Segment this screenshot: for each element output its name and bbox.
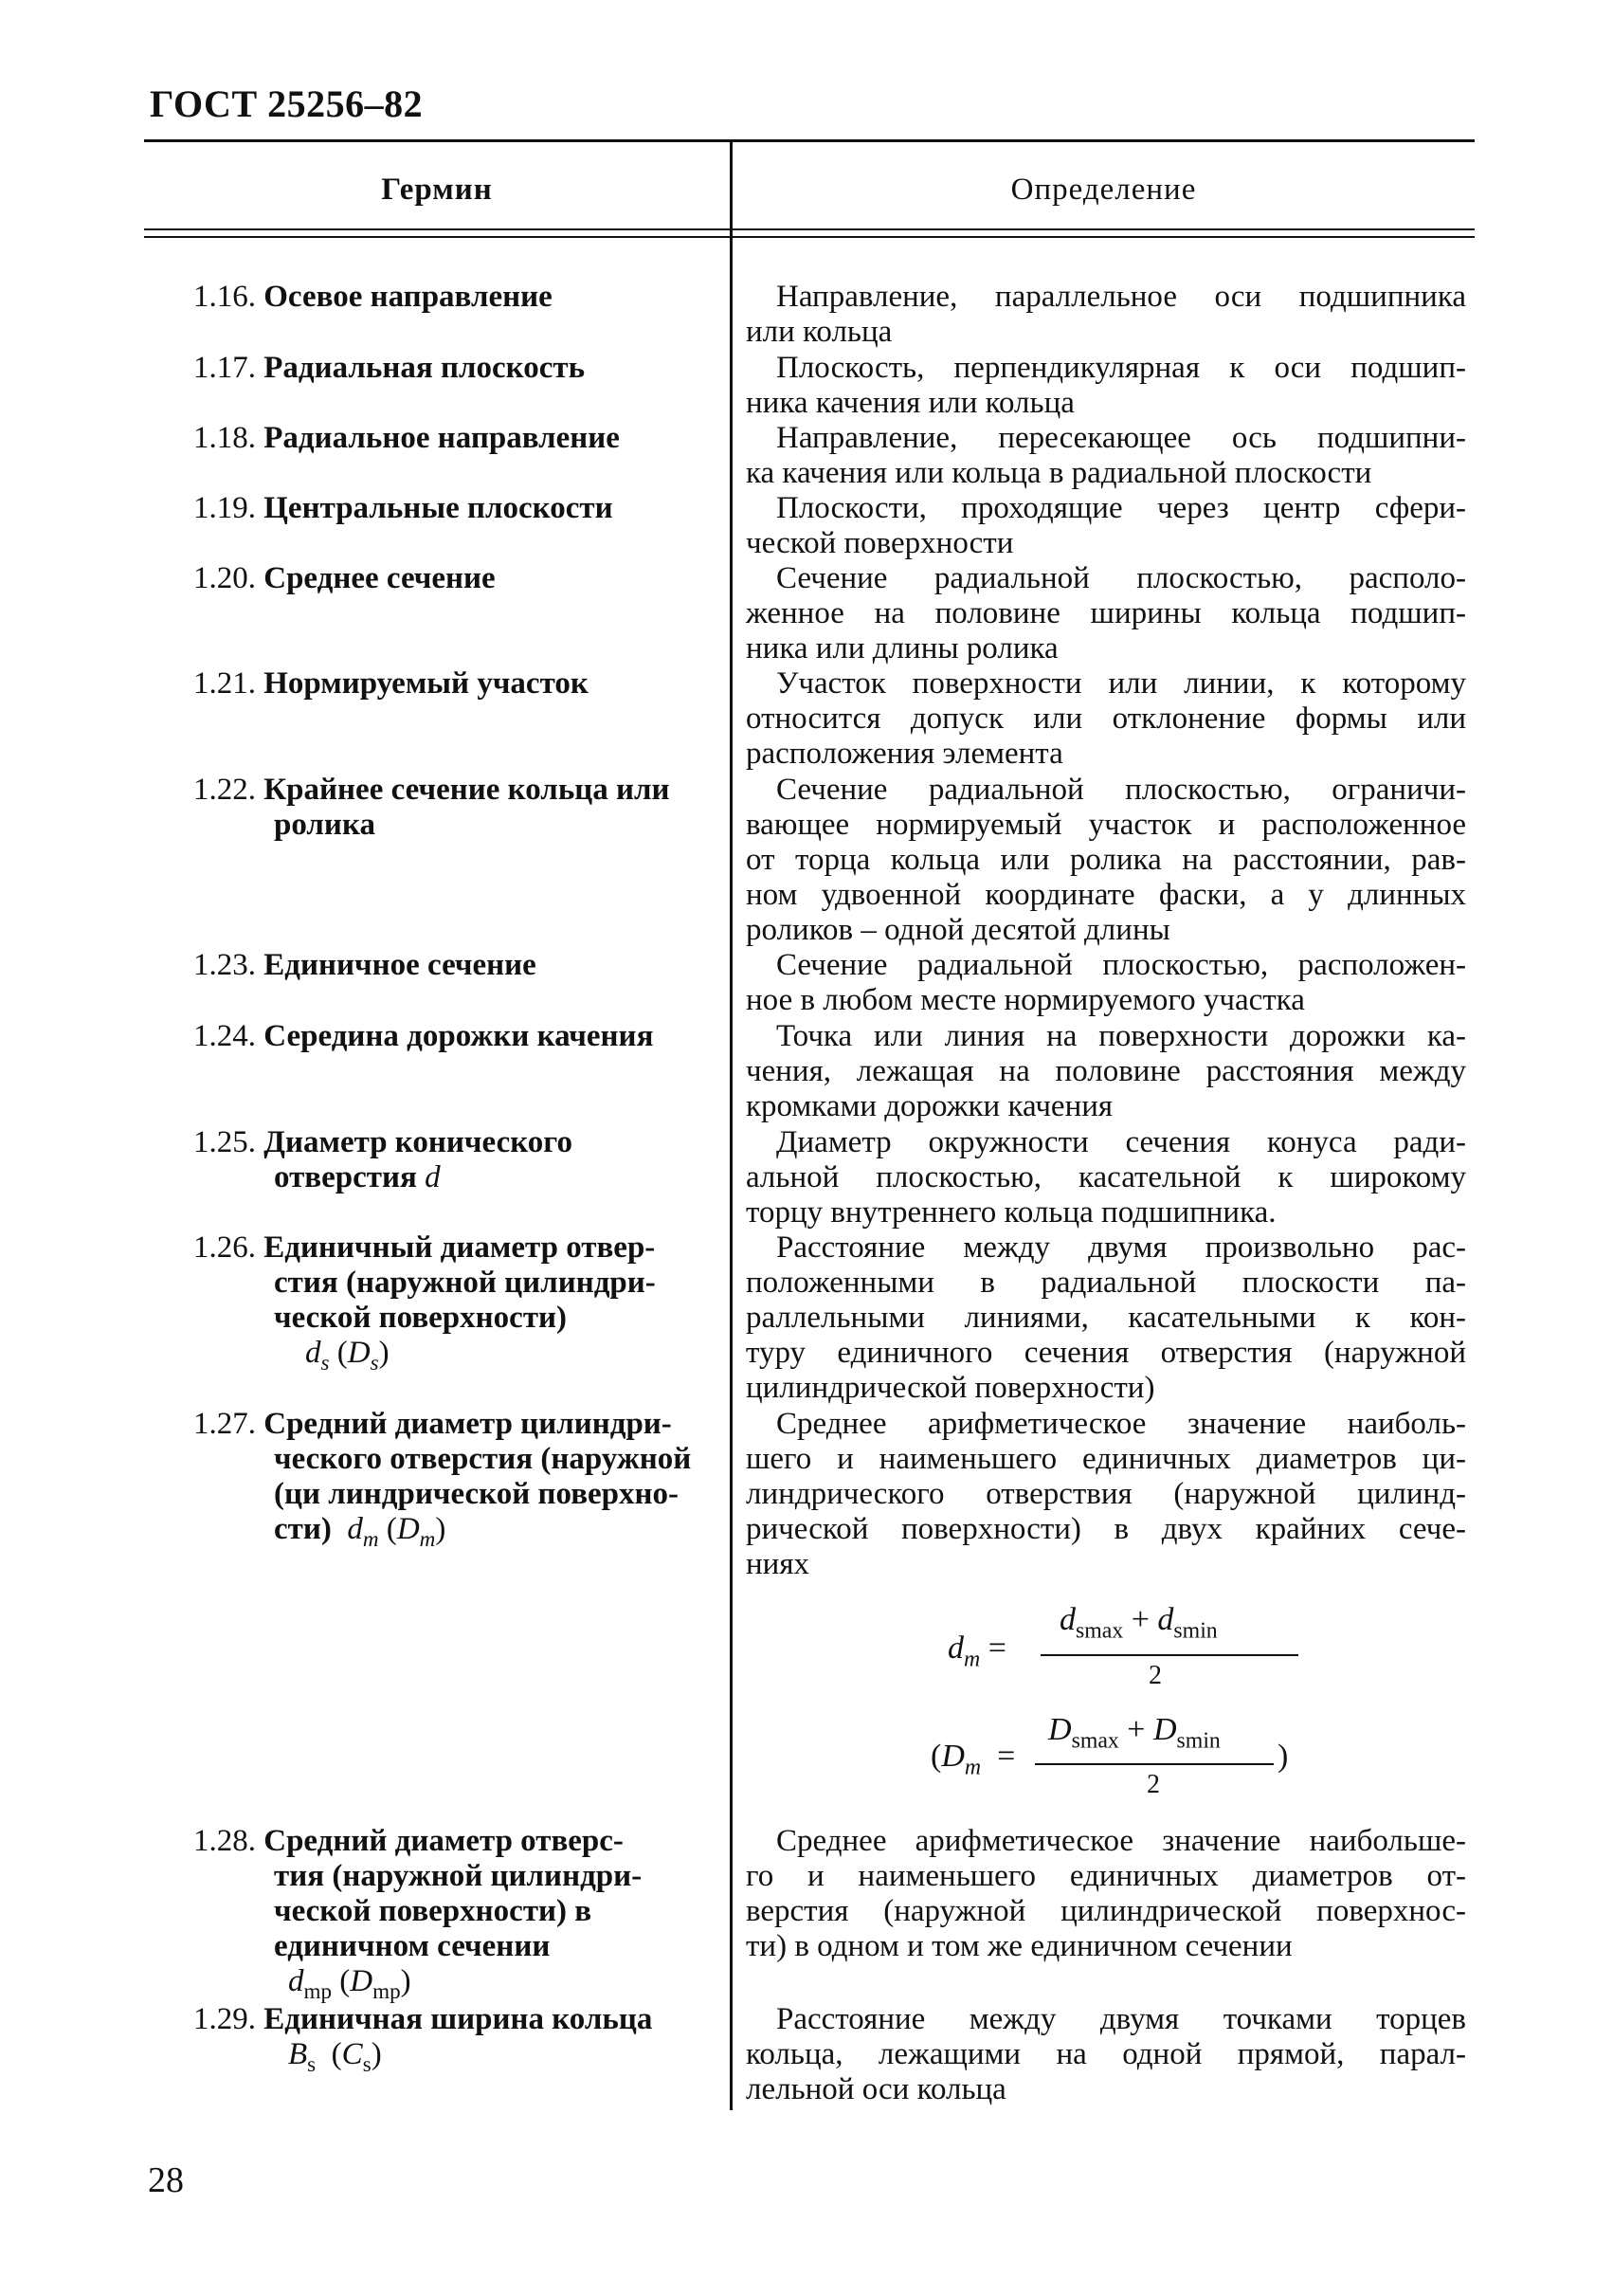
term-1-26: 1.26. Единичный диаметр отвер- стия (наружной цилиндри- ческой поверхности) $d_s$ $(D_s)$ <box>193 1230 656 1376</box>
definition-1-27: Среднее арифметическое значение наиболь- шего и наименьшего единичных диаметров ци- линдрического отверствия (наружной цилинд- рической поверхности) в двух крайних сече- ниях <box>746 1407 1466 1581</box>
term-1-29: 1.29. Единичная ширина кольца $B_s$ $(C_s)$ <box>193 2002 653 2077</box>
term-1-17: 1.17. Радиальная плоскость <box>193 351 586 385</box>
formula-Dm-lhs: ($D_m$ = <box>931 1739 1016 1780</box>
header-double-rule-1 <box>144 228 1475 230</box>
definition-1-26: Расстояние между двумя произвольно рас- положенными в радиальной плоскости па- раллельными линиями, касательными к кон- туру единичного сечения отверстия (наружной цилиндрической поверхности) <box>746 1230 1466 1405</box>
definition-1-17: Плоскость, перпендикулярная к оси подшип- ника качения или кольца <box>746 351 1466 420</box>
term-1-23: 1.23. Единичное сечение <box>193 948 536 982</box>
column-divider <box>730 140 733 2110</box>
formula-Dm-close-paren: ) <box>1278 1739 1289 1774</box>
formula-Dm-denominator: 2 <box>1147 1770 1160 1799</box>
formula-dm-fraction-bar <box>1041 1654 1298 1656</box>
definition-1-19: Плоскости, проходящие через центр сфери- ческой поверхности <box>746 491 1466 560</box>
document-code: ГОСТ 25256–82 <box>150 82 424 125</box>
term-1-22: 1.22. Крайнее сечение кольца или ролика <box>193 773 670 842</box>
term-1-28: 1.28. Средний диаметр отверс- тия (наружной цилиндри- ческой поверхности) в единичном сечении $d_{mp}$ $(D_{mp})$ <box>193 1824 643 2004</box>
term-1-19: 1.19. Центральные плоскости <box>193 491 613 525</box>
header-double-rule-2 <box>144 236 1475 238</box>
definition-1-24: Точка или линия на поверхности дорожки ка- чения, лежащая на половине расстояния между кромками дорожки качения <box>746 1019 1466 1123</box>
definition-1-16: Направление, параллельное оси подшипника или кольца <box>746 280 1466 349</box>
definition-1-21: Участок поверхности или линии, к которому относится допуск или отклонение формы или расположения элемента <box>746 666 1466 771</box>
term-1-20: 1.20. Среднее сечение <box>193 561 496 595</box>
term-1-24: 1.24. Середина дорожки качения <box>193 1019 654 1053</box>
page-number: 28 <box>148 2160 184 2200</box>
formula-Dm-numerator: $D_{smax} + D_{smin}$ <box>1048 1712 1221 1754</box>
term-1-18: 1.18. Радиальное направление <box>193 421 620 455</box>
definition-1-28: Среднее арифметическое значение наибольше- го и наименьшего единичных диаметров от- верстия (наружной цилиндрической поверхнос- ти) в одном и том же единичном сечении <box>746 1824 1466 1963</box>
definition-1-22: Сечение радиальной плоскостью, ограничи- вающее нормируемый участок и расположенное от торца кольца или ролика на расстоянии, рав- ном удвоенной координате фаски, а у длинных роликов – одной десятой длины <box>746 773 1466 947</box>
term-1-21: 1.21. Нормируемый участок <box>193 666 589 701</box>
column-header-definition: Определение <box>1010 173 1197 207</box>
definition-1-23: Сечение радиальной плоскостью, расположен- ное в любом месте нормируемого участка <box>746 948 1466 1017</box>
definition-1-18: Направление, пересекающее ось подшипни- ка качения или кольца в радиальной плоскости <box>746 421 1466 490</box>
formula-dm-lhs: $d_m$ = <box>948 1631 1006 1672</box>
table-top-rule <box>144 139 1475 142</box>
column-header-term: Гермин <box>381 173 493 207</box>
term-1-25: 1.25. Диаметр конического отверстия d <box>193 1125 572 1194</box>
term-1-27: 1.27. Средний диаметр цилиндри- ческого отверстия (наружной (ци линдрической поверхно- сти) $d_m$ $(D_m)$ <box>193 1407 692 1552</box>
definition-1-25: Диаметр окружности сечения конуса ради- альной плоскостью, касательной к широкому торцу внутреннего кольца подшипника. <box>746 1125 1466 1230</box>
definition-1-20: Сечение радиальной плоскостью, располо- женное на половине ширины кольца подшип- ника или длины ролика <box>746 561 1466 665</box>
formula-dm-numerator: $d_{smax} + d_{smin}$ <box>1060 1602 1218 1644</box>
formula-Dm-fraction-bar <box>1035 1763 1274 1765</box>
definition-1-29: Расстояние между двумя точками торцев кольца, лежащими на одной прямой, парал- лельной оси кольца <box>746 2002 1466 2106</box>
formula-dm-denominator: 2 <box>1149 1661 1162 1690</box>
term-1-16: 1.16. Осевое направление <box>193 280 553 314</box>
